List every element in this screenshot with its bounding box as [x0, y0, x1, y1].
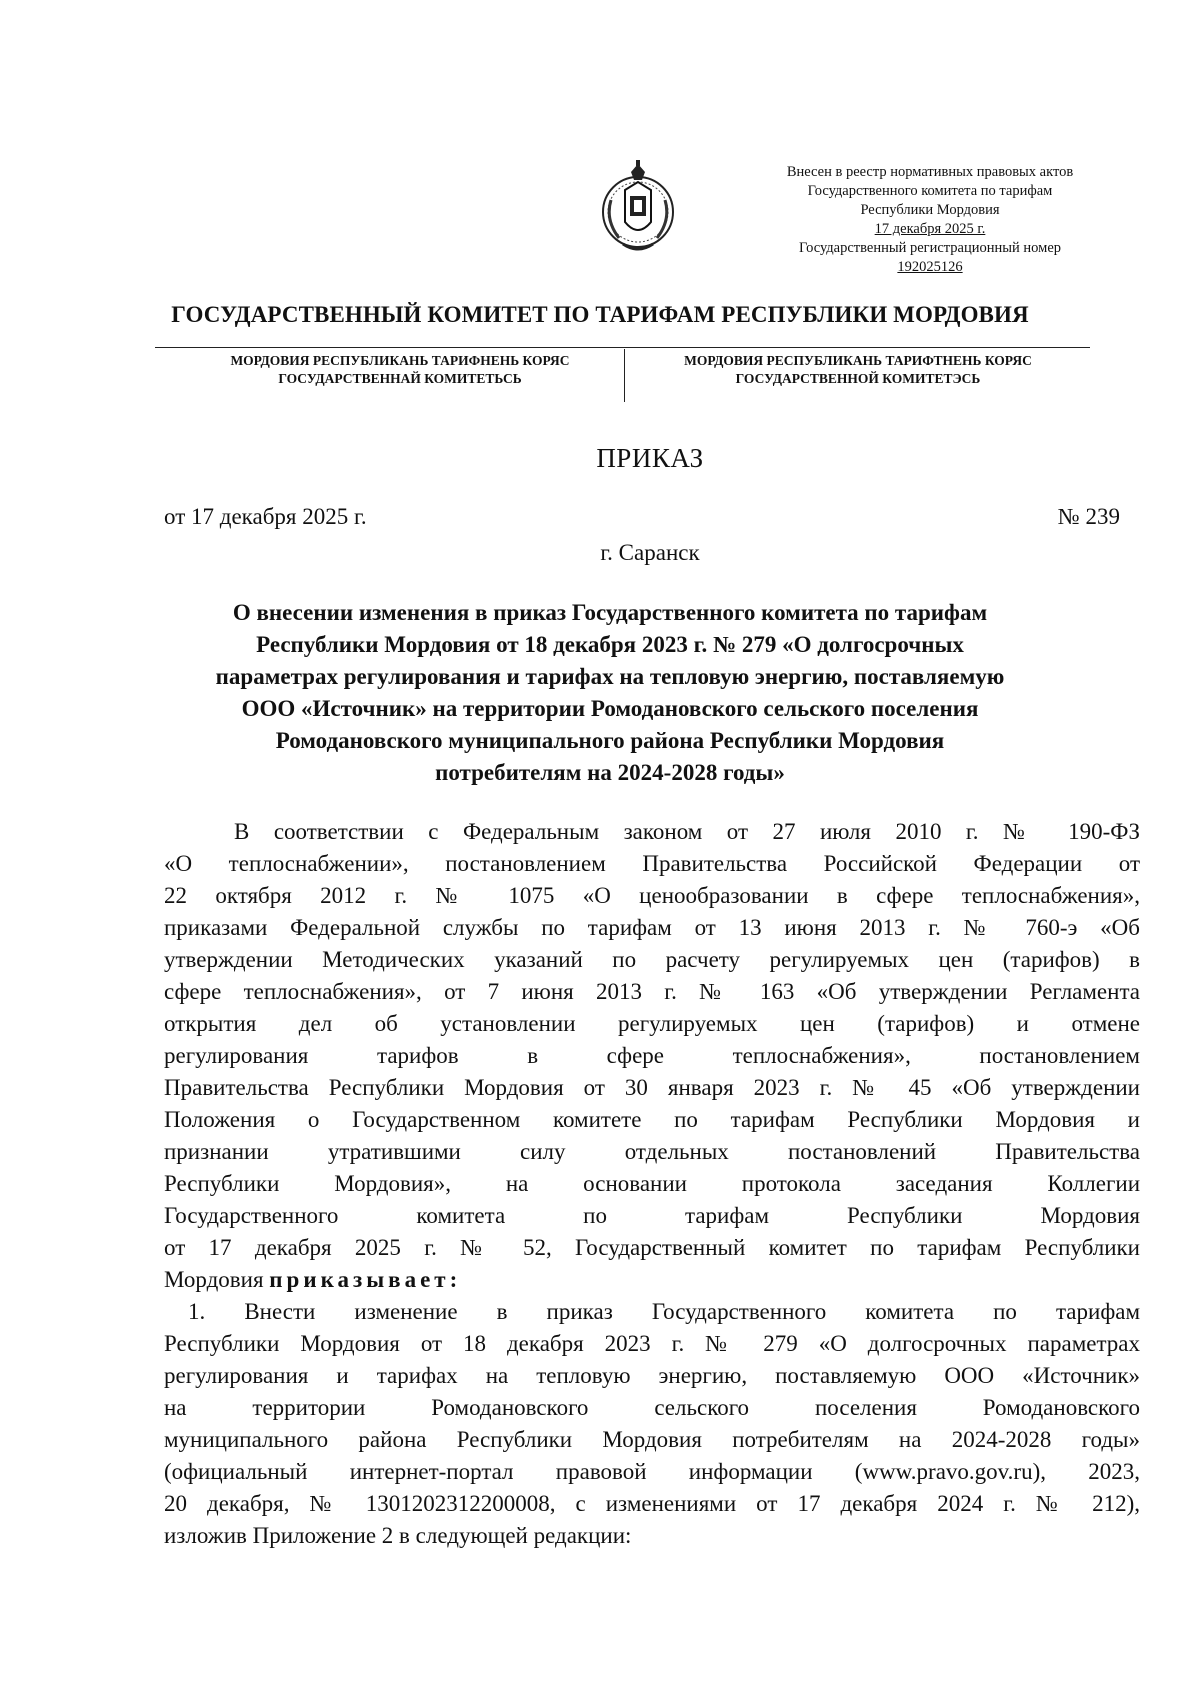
body-line: Республики Мордовия от 18 декабря 2023 г. № 279 «О долгосрочных параметрах	[164, 1331, 1140, 1356]
title-line: параметрах регулирования и тарифах на тепловую энергию, поставляемую	[215, 664, 1005, 689]
body-line: муниципального района Республики Мордовия потребителям на 2024-2028 годы»	[164, 1427, 1140, 1452]
body-line: Положения о Государственном комитете по тарифам Республики Мордовия и	[164, 1107, 1140, 1132]
document-city: г. Саранск	[600, 540, 700, 565]
title-line: Республики Мордовия от 18 декабря 2023 г. № 279 «О долгосрочных	[256, 632, 964, 657]
body-line: 20 декабря, № 1301202312200008, с изменениями от 17 декабря 2024 г. № 212),	[164, 1491, 1140, 1516]
coat-of-arms-icon	[597, 160, 679, 258]
body-line: сфере теплоснабжения», от 7 июня 2013 г. № 163 «Об утверждении Регламента	[164, 979, 1140, 1004]
title-line: Ромодановского муниципального района Республики Мордовия	[275, 728, 945, 753]
committee-erzya-line: МОРДОВИЯ РЕСПУБЛИКАНЬ ТАРИФТНЕНЬ КОРЯС	[684, 353, 1032, 368]
header-divider	[155, 347, 1090, 348]
committee-name-erzya	[638, 352, 1078, 388]
body-line: приказами Федеральной службы по тарифам от 13 июня 2013 г. № 760-э «Об	[164, 915, 1140, 940]
committee-moksha-line: МОРДОВИЯ РЕСПУБЛИКАНЬ ТАРИФНЕНЬ КОРЯС	[230, 353, 570, 368]
body-line: (официальный интернет-портал правовой информации (www.pravo.gov.ru), 2023,	[164, 1459, 1140, 1484]
registry-line: Государственного комитета по тарифам	[807, 183, 1053, 199]
title-line: потребителям на 2024-2028 годы»	[435, 760, 785, 785]
body-line: открытия дел об установлении регулируемых цен (тарифов) и отмене	[164, 1011, 1140, 1036]
registry-line: Республики Мордовия	[860, 202, 1000, 218]
committee-name-moksha	[180, 352, 620, 388]
body-line	[164, 1264, 1140, 1296]
body-line: от 17 декабря 2025 г. № 52, Государственный комитет по тарифам Республики	[164, 1235, 1140, 1260]
body-line: изложив Приложение 2 в следующей редакции:	[164, 1523, 632, 1548]
header-vertical-divider	[624, 349, 625, 402]
registry-date: 17 декабря 2025 г.	[874, 221, 986, 237]
body-line: утверждении Методических указаний по расчету регулируемых цен (тарифов) в	[164, 947, 1140, 972]
committee-erzya-line: ГОСУДАРСТВЕННОЙ КОМИТЕТЭСЬ	[735, 371, 981, 386]
body-line: «О теплоснабжении», постановлением Правительства Российской Федерации от	[164, 851, 1140, 876]
document-number: № 239	[1057, 504, 1120, 529]
body-line: регулирования и тарифах на тепловую энергию, поставляемую ООО «Источник»	[164, 1363, 1140, 1388]
body-line: Государственного комитета по тарифам Республики Мордовия	[164, 1203, 1140, 1228]
registry-stamp	[730, 163, 1130, 277]
body-line: 1. Внести изменение в приказ Государственного комитета по тарифам	[188, 1299, 1140, 1324]
body-text: Мордовия	[164, 1267, 270, 1292]
body-line: регулирования тарифов в сфере теплоснабжения», постановлением	[164, 1043, 1140, 1068]
registry-line: Внесен в реестр нормативных правовых актов	[786, 164, 1074, 180]
document-type: ПРИКАЗ	[596, 443, 704, 473]
committee-name: ГОСУДАРСТВЕННЫЙ КОМИТЕТ ПО ТАРИФАМ РЕСПУБЛИКИ МОРДОВИЯ	[171, 302, 1029, 327]
title-line: ООО «Источник» на территории Ромодановского сельского поселения	[241, 696, 979, 721]
body-line: признании утратившими силу отдельных постановлений Правительства	[164, 1139, 1140, 1164]
document-title	[150, 597, 1070, 789]
order-keyword: приказывает:	[269, 1267, 462, 1292]
body-line: Республики Мордовия», на основании протокола заседания Коллегии	[164, 1171, 1140, 1196]
body-line: 22 октября 2012 г. № 1075 «О ценообразовании в сфере теплоснабжения»,	[164, 883, 1140, 908]
body-line: Правительства Республики Мордовия от 30 января 2023 г. № 45 «Об утверждении	[164, 1075, 1140, 1100]
registry-line: Государственный регистрационный номер	[798, 240, 1062, 256]
body-line: В соответствии с Федеральным законом от 27 июля 2010 г. № 190-ФЗ	[234, 819, 1140, 844]
title-line: О внесении изменения в приказ Государственного комитета по тарифам	[232, 600, 988, 625]
committee-moksha-line: ГОСУДАРСТВЕННАЙ КОМИТЕТЬСЬ	[278, 371, 522, 386]
document-date: от 17 декабря 2025 г.	[164, 504, 367, 529]
document-body	[164, 816, 1140, 1552]
registry-number: 192025126	[897, 259, 963, 275]
body-line: на территории Ромодановского сельского поселения Ромодановского	[164, 1395, 1140, 1420]
